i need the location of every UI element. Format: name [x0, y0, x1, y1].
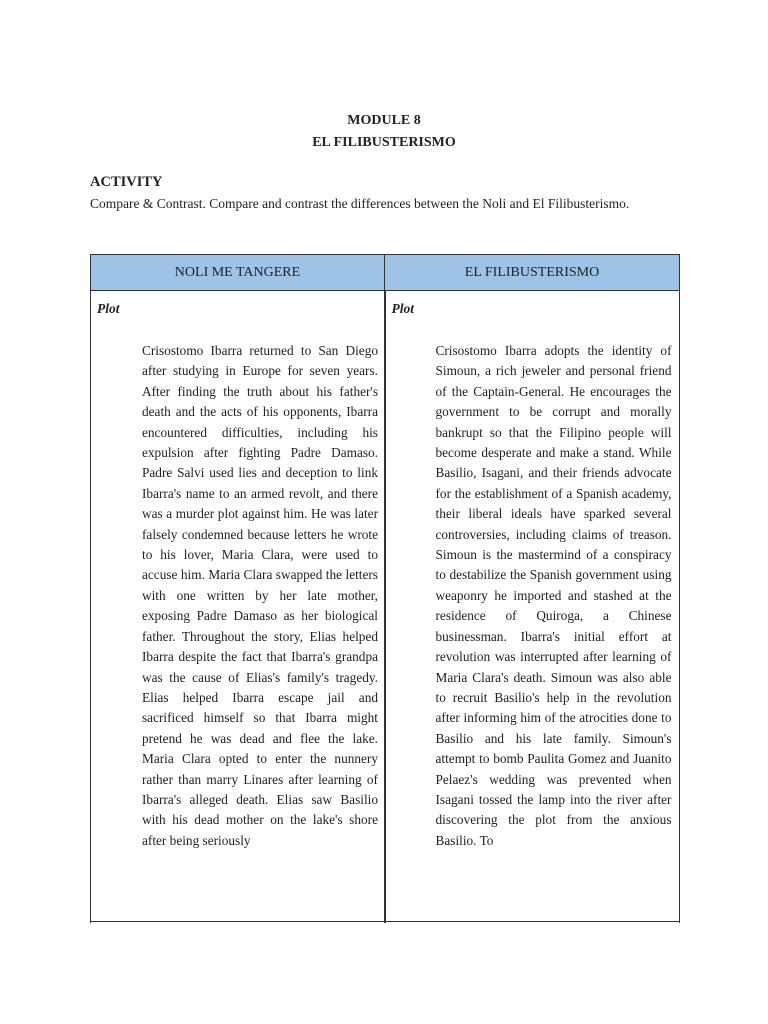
noli-plot-cell: [91, 291, 385, 924]
header-el-filibusterismo: EL FILIBUSTERISMO: [385, 255, 680, 291]
fili-plot-cell: [385, 291, 680, 924]
title-block: [0, 110, 768, 154]
table-header-row: [91, 255, 680, 291]
header-noli-me-tangere: NOLI ME TANGERE: [91, 255, 385, 291]
fili-plot-label: Plot: [391, 301, 414, 316]
activity-heading: ACTIVITY: [90, 174, 163, 190]
noli-plot-label: Plot: [97, 301, 120, 316]
fili-plot-text: Crisostomo Ibarra adopts the identity of Simoun, a rich jeweler and personal friend of the Captain-General. He encourages the government to be corrupt and morally bankrupt so that the Filipino people will become desperate and make a stand. While Basilio, Isagani, and their friends advocate for the establishment of a Spanish academy, their liberal ideals have sparked several controversies, including claims of treason. Simoun is the mastermind of a conspiracy to destabilize the Spanish government using weaponry he imported and stashed at the residence of Quiroga, a Chinese businessman. Ibarra's initial effort at revolution was interrupted after learning of Maria Clara's death. Simoun was also able to recruit Basilio's help in the revolution after informing him of the atrocities done to Basilio and his late family. Simoun's attempt to bomb Paulita Gomez and Juanito Pelaez's wedding was prevented when Isagani tossed the lamp into the river after discovering the plot from the anxious Basilio. To: [435, 343, 672, 848]
module-title: MODULE 8: [347, 113, 421, 128]
table-row: [91, 291, 680, 924]
document-subtitle: EL FILIBUSTERISMO: [312, 135, 456, 150]
activity-instructions: Compare & Contrast. Compare and contrast the differences between the Noli and El Filibusterismo.: [90, 196, 630, 211]
comparison-table: [90, 254, 680, 923]
table-bottom-border: [90, 921, 679, 922]
noli-plot-text: Crisostomo Ibarra returned to San Diego after studying in Europe for seven years. After finding the truth about his father's death and the acts of his opponents, Ibarra encountered difficulties, including his expulsion after fighting Padre Damaso. Padre Salvi used lies and deception to link Ibarra's name to an armed revolt, and there was a murder plot against him. He was later falsely condemned because letters he wrote to his lover, Maria Clara, were used to accuse him. Maria Clara swapped the letters with one written by her late mother, exposing Padre Damaso as her biological father. Throughout the story, Elias helped Ibarra despite the fact that Ibarra's grandpa was the cause of Elias's family's tragedy. Elias helped Ibarra escape jail and sacrificed himself so that Ibarra might pretend he was dead and flee the lake. Maria Clara opted to enter the nunnery rather than marry Linares after learning of Ibarra's alleged death. Elias saw Basilio with his dead mother on the lake's shore after being seriously: [142, 343, 378, 848]
